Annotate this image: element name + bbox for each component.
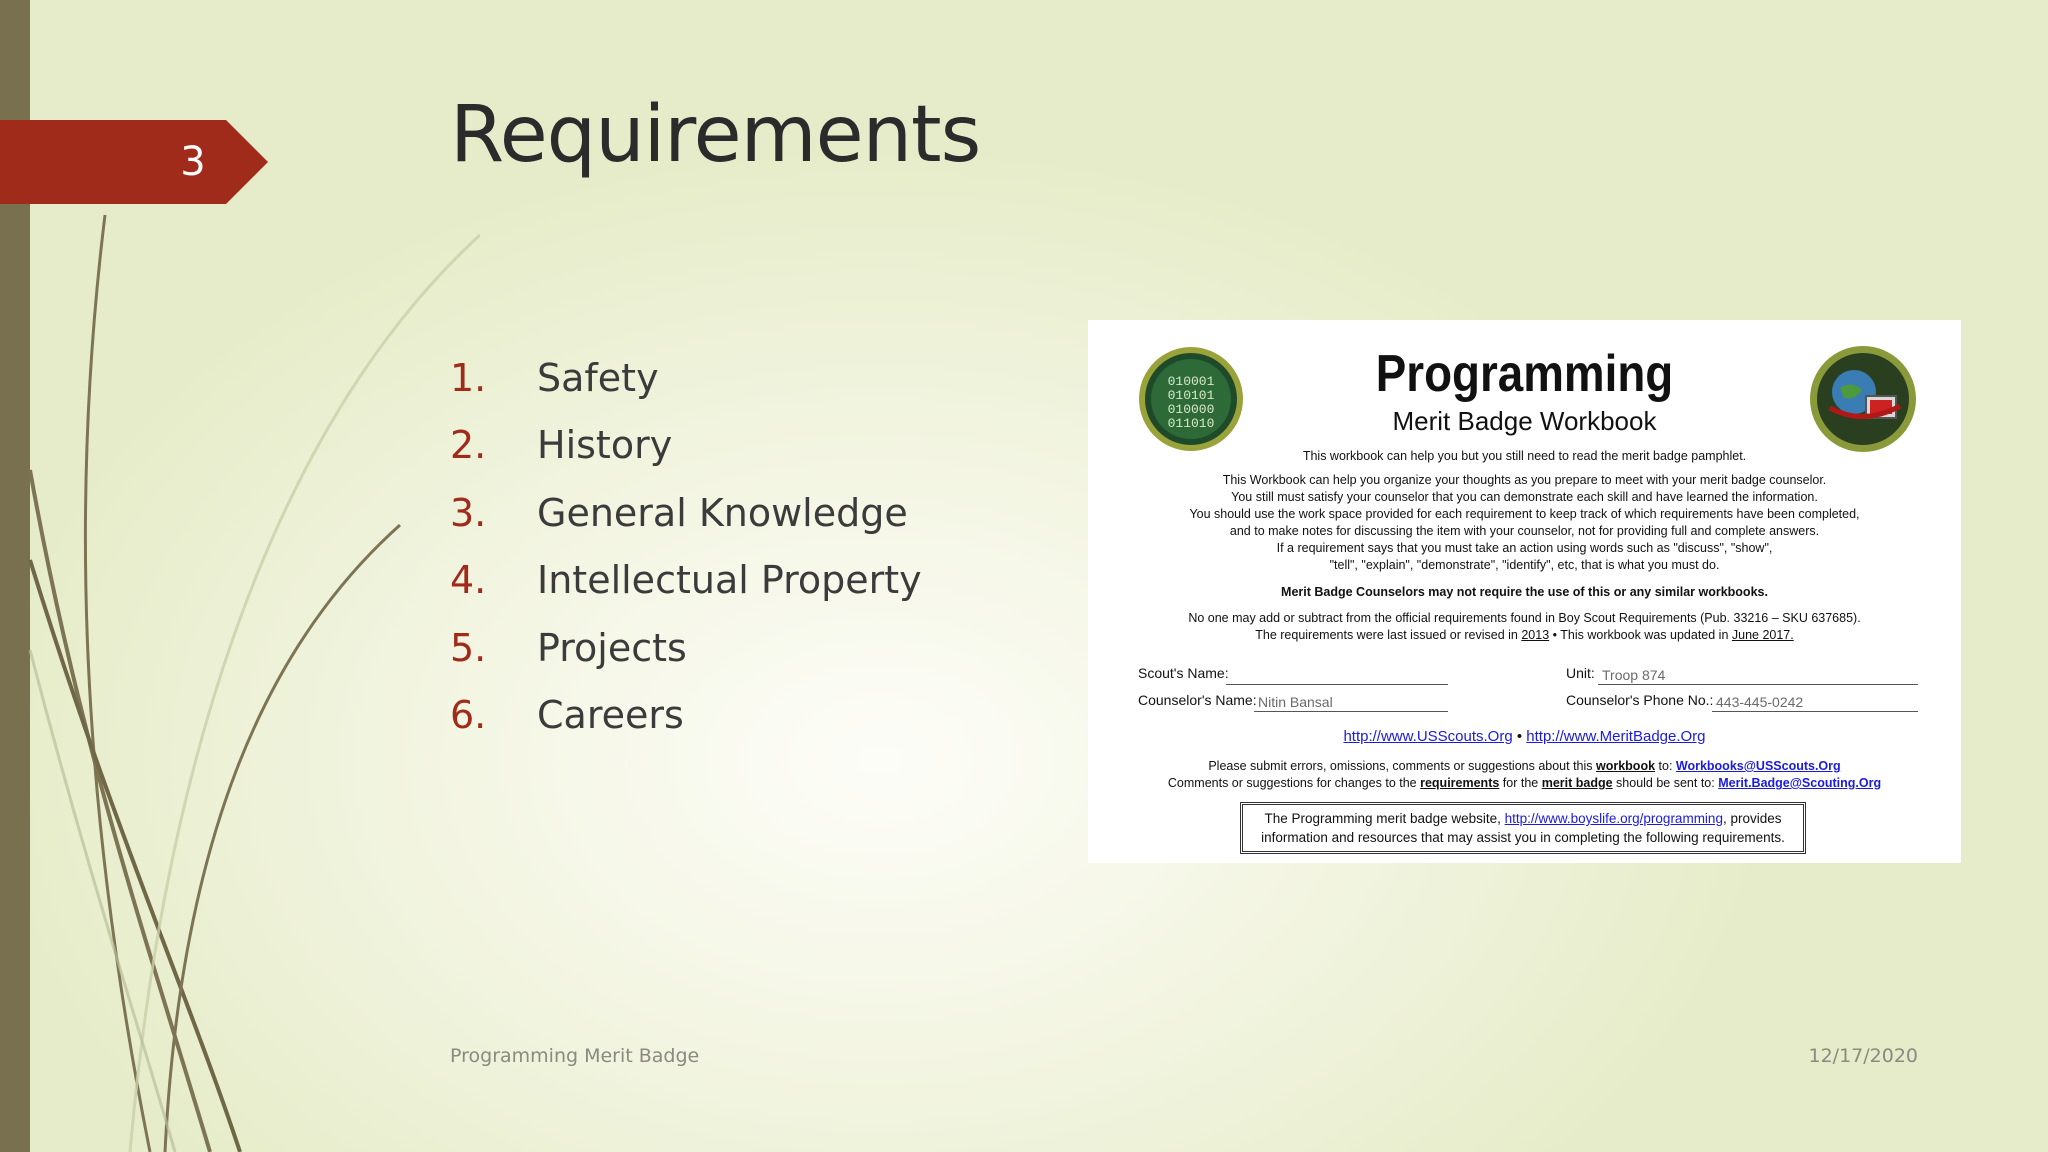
scout-name-field: Scout's Name:: [1138, 665, 1448, 685]
workbook-submit-line-2: Comments or suggestions for changes to the requirements for the merit badge should be sent to: Merit.Badge@Scouting.Org: [1167, 776, 1882, 790]
item-number: 2.: [450, 423, 487, 468]
workbook-para-line: and to make notes for discussing the item with your counselor, not for providing full and complete answers.: [1229, 524, 1820, 538]
counselor-phone-field: Counselor's Phone No.: 443-445-0242: [1566, 692, 1918, 712]
workbook-notice: Merit Badge Counselors may not require the use of this or any similar workbooks.: [1281, 585, 1768, 599]
slide-number: 3: [180, 139, 206, 185]
boyslife-link[interactable]: http://www.boyslife.org/programming: [1504, 811, 1723, 826]
slide-title: Requirements: [450, 90, 981, 180]
item-text: Intellectual Property: [537, 558, 922, 603]
workbook-para-line: "tell", "explain", "demonstrate", "identify", etc, that is what you must do.: [1329, 558, 1720, 572]
item-text: Projects: [537, 625, 687, 670]
item-number: 1.: [450, 356, 487, 400]
item-text: Careers: [537, 692, 684, 737]
item-number: 5.: [450, 625, 487, 670]
item-text: History: [537, 423, 673, 468]
footer-title: Programming Merit Badge: [450, 1045, 700, 1067]
workbooks-email-link[interactable]: Workbooks@USScouts.Org: [1675, 759, 1841, 773]
usscouts-link[interactable]: http://www.USScouts.Org: [1343, 728, 1513, 745]
workbook-submit-line-1: Please submit errors, omissions, comments or suggestions about this workbook to: Workbooks@USScouts.Org: [1208, 759, 1841, 773]
workbook-para-line: You should use the work space provided for each requirement to keep track of which requirements have been completed,: [1189, 507, 1860, 521]
svg-text:010000: 010000: [1167, 402, 1215, 417]
counselor-name-field: Counselor's Name: Nitin Bansal: [1138, 692, 1448, 712]
workbook-subtitle: Merit Badge Workbook: [1392, 406, 1657, 436]
item-text: General Knowledge: [537, 490, 908, 535]
workbook-website-box: The Programming merit badge website, http://www.boyslife.org/programming, provides information and resources that may assist you in completing the following requirements.: [1240, 802, 1806, 854]
workbook-cover-image: [1088, 320, 1961, 863]
workbook-links: http://www.USScouts.Org • http://www.MeritBadge.Org: [1343, 728, 1706, 745]
item-number: 4.: [450, 558, 487, 603]
meritbadge-link[interactable]: http://www.MeritBadge.Org: [1526, 728, 1706, 745]
meritbadge-email-link[interactable]: Merit.Badge@Scouting.Org: [1718, 776, 1882, 790]
svg-text:011010: 011010: [1167, 416, 1215, 431]
workbook-official-note: No one may add or subtract from the official requirements found in Boy Scout Requirements (Pub. 33216 – SKU 637685).: [1188, 611, 1861, 625]
slide-number-tab: [0, 120, 268, 204]
workbook-dates: The requirements were last issued or revised in 2013 • This workbook was updated in June 2017.: [1255, 628, 1794, 642]
footer-date: 12/17/2020: [1808, 1045, 1918, 1067]
svg-text:010101: 010101: [1167, 388, 1215, 403]
workbook-para-line: If a requirement says that you must take an action using words such as "discuss", "show",: [1276, 541, 1773, 555]
workbook-para-line: You still must satisfy your counselor that you can demonstrate each skill and have learned the information.: [1231, 490, 1818, 504]
workbook-para-line: This Workbook can help you organize your thoughts as you prepare to meet with your merit badge counselor.: [1222, 473, 1827, 487]
item-number: 3.: [450, 490, 487, 535]
item-text: Safety: [537, 356, 659, 400]
workbook-intro: This workbook can help you but you still need to read the merit badge pamphlet.: [1302, 449, 1747, 463]
workbook-title: Programming: [1375, 345, 1674, 403]
item-number: 6.: [450, 692, 487, 737]
unit-field: Unit: Troop 874: [1566, 665, 1918, 685]
svg-text:010001: 010001: [1167, 374, 1215, 389]
